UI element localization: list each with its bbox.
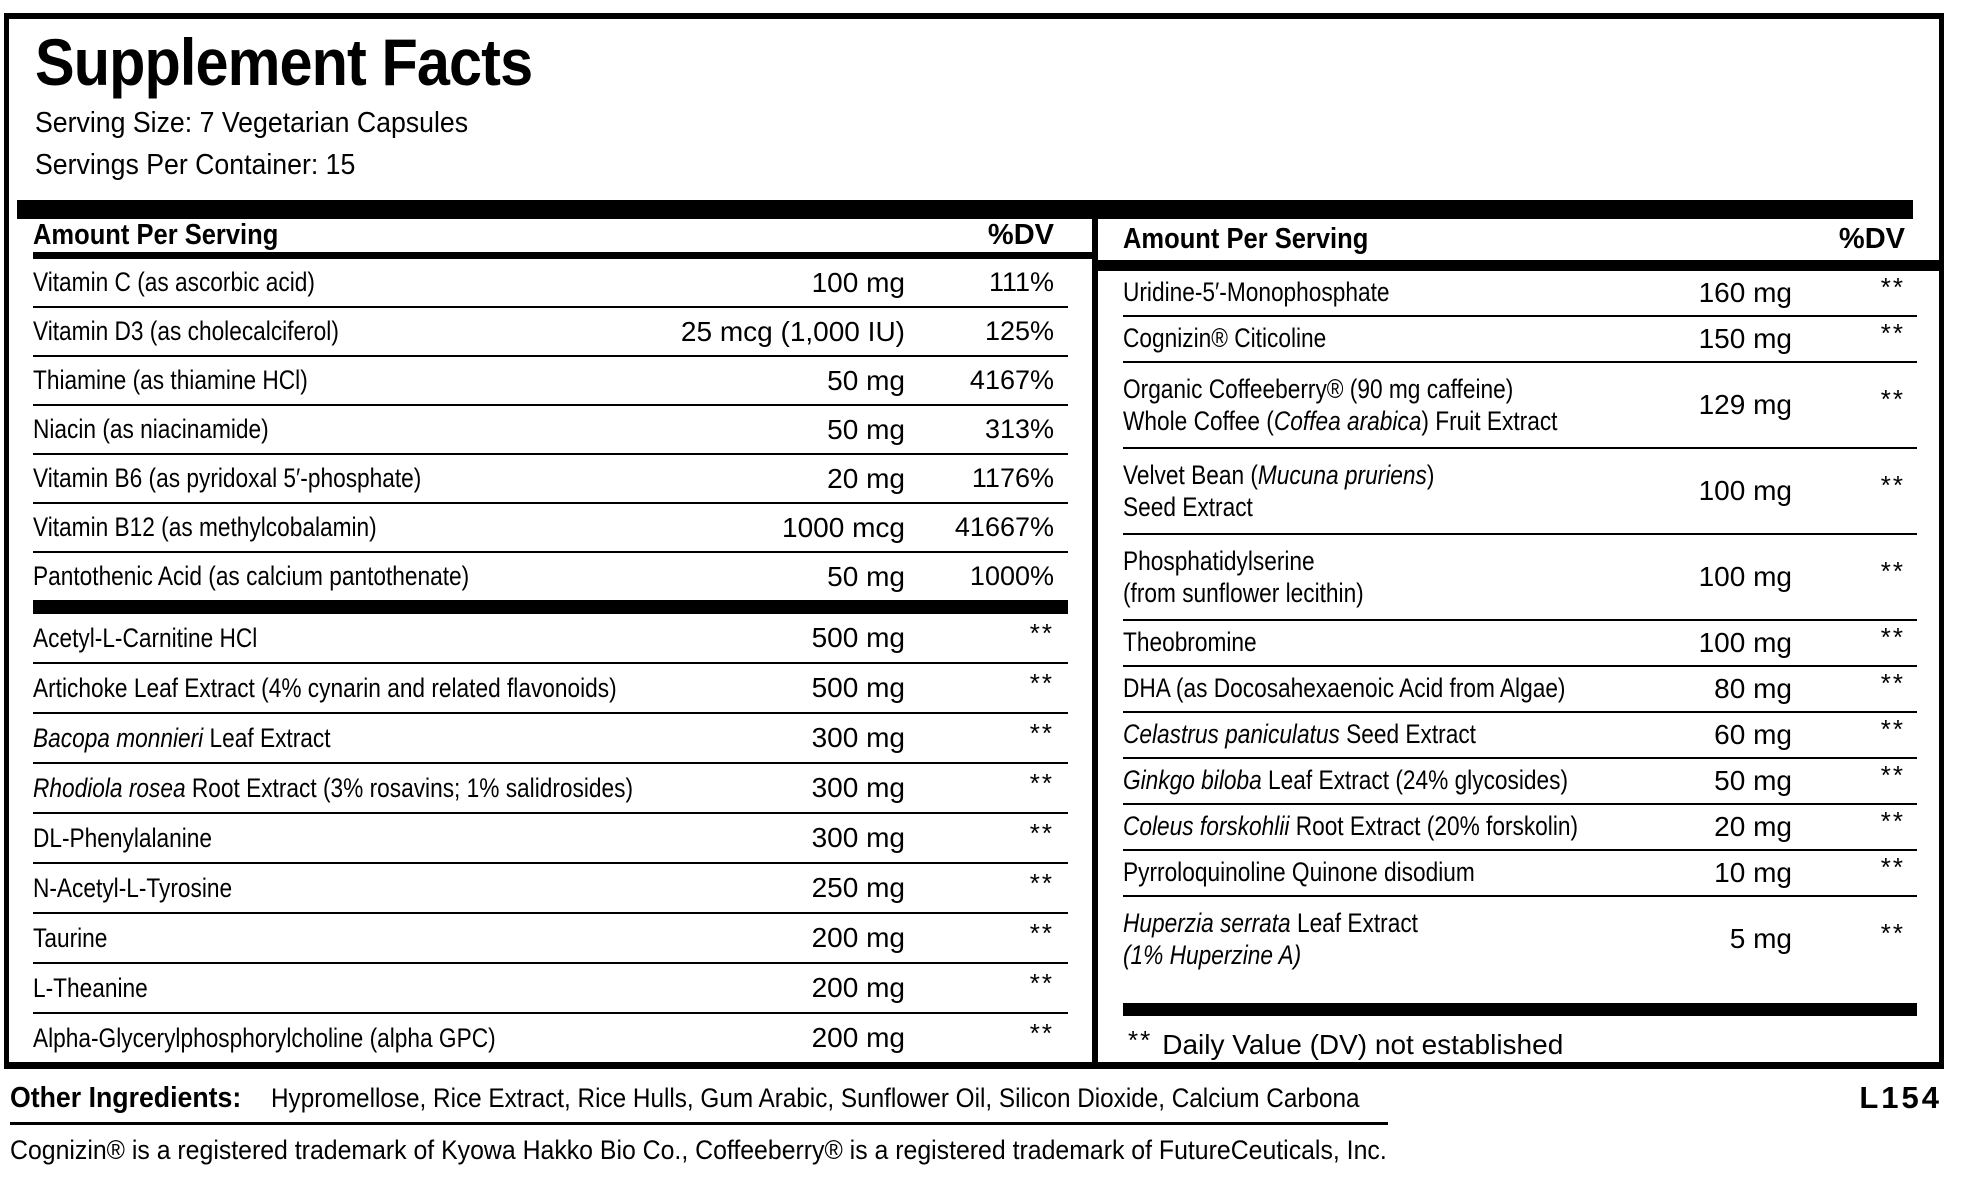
ingredient-row xyxy=(1123,851,1917,897)
ingredient-row xyxy=(1123,363,1917,449)
amount-value: 100 mg xyxy=(1698,560,1792,592)
panel-header xyxy=(9,19,1939,183)
dv-value: ** xyxy=(1880,556,1905,587)
ingredient-name: Bacopa monnieri Leaf Extract xyxy=(33,722,331,753)
supplement-facts-panel xyxy=(4,13,1944,1069)
ingredient-name: Vitamin B12 (as methylcobalamin) xyxy=(33,512,377,542)
left-column xyxy=(9,219,1092,1062)
dv-value: ** xyxy=(1880,470,1905,501)
label-footer xyxy=(10,1078,1944,1166)
dv-value: ** xyxy=(1880,918,1905,949)
dv-value: ** xyxy=(1029,1017,1054,1048)
ingredient-name: Cognizin® Citicoline xyxy=(1123,323,1327,354)
amount-value: 50 mg xyxy=(827,413,905,445)
other-ingredients-line xyxy=(10,1078,1944,1118)
dv-value: 313% xyxy=(984,414,1054,444)
ingredient-row xyxy=(33,455,1068,504)
amount-value: 129 mg xyxy=(1698,388,1792,420)
amount-value: 25 mcg (1,000 IU) xyxy=(680,315,905,347)
ingredient-row xyxy=(1123,535,1917,621)
ingredient-row xyxy=(33,259,1068,308)
ingredient-name: Pantothenic Acid (as calcium pantothenate) xyxy=(33,561,470,591)
footnote-divider-bar xyxy=(1123,1003,1917,1016)
ingredient-row xyxy=(33,764,1068,814)
servings-per-container: Servings Per Container: 15 xyxy=(35,149,356,181)
right-column xyxy=(1098,219,1939,1062)
ingredient-row xyxy=(33,406,1068,455)
ingredient-row xyxy=(1123,759,1917,805)
amount-value: 5 mg xyxy=(1729,922,1792,954)
amount-per-serving-label: Amount Per Serving xyxy=(1123,223,1369,255)
dv-value: 1176% xyxy=(971,463,1054,493)
ingredient-name: Thiamine (as thiamine HCl) xyxy=(33,365,308,395)
ingredient-row xyxy=(33,308,1068,357)
serving-size: Serving Size: 7 Vegetarian Capsules xyxy=(35,107,469,139)
ingredient-name: Acetyl-L-Carnitine HCl xyxy=(33,622,258,653)
amount-value: 250 mg xyxy=(811,872,905,903)
ingredient-name: Niacin (as niacinamide) xyxy=(33,414,269,444)
dv-value: ** xyxy=(1880,668,1905,699)
ingredient-name: DHA (as Docosahexaenoic Acid from Algae) xyxy=(1123,673,1566,704)
ingredient-row xyxy=(33,504,1068,553)
ingredient-name: Rhodiola rosea Root Extract (3% rosavins; 1% salidrosides) xyxy=(33,772,634,803)
amount-per-serving-label: Amount Per Serving xyxy=(33,219,279,251)
dv-value: ** xyxy=(1029,617,1054,648)
ingredient-name: Ginkgo biloba Leaf Extract (24% glycosides) xyxy=(1123,765,1569,796)
ingredient-name: Uridine-5′-Monophosphate xyxy=(1123,277,1390,308)
panel-title: Supplement Facts xyxy=(35,25,533,99)
dv-value: 41667% xyxy=(954,512,1054,542)
amount-value: 80 mg xyxy=(1714,672,1792,704)
ingredient-row xyxy=(33,964,1068,1014)
amount-value: 160 mg xyxy=(1698,276,1792,308)
ingredient-row xyxy=(33,664,1068,714)
ingredient-row xyxy=(1123,805,1917,851)
ingredient-row xyxy=(33,1014,1068,1062)
amount-value: 300 mg xyxy=(811,822,905,853)
dv-value: 1000% xyxy=(969,561,1054,591)
ingredient-name: Coleus forskohlii Root Extract (20% forskolin) xyxy=(1123,811,1579,842)
amount-value: 60 mg xyxy=(1714,718,1792,750)
amount-value: 500 mg xyxy=(811,622,905,653)
ingredient-name: Organic Coffeeberry® (90 mg caffeine) Whole Coffee (Coffea arabica) Fruit Extract xyxy=(1123,373,1558,436)
ingredient-row xyxy=(1123,317,1917,363)
right-ingredient-rows xyxy=(1098,271,1939,981)
header-divider-bar xyxy=(1098,260,1939,271)
facts-columns xyxy=(9,219,1939,1062)
amount-value: 50 mg xyxy=(1714,764,1792,796)
dv-value: ** xyxy=(1880,272,1905,303)
dv-value: ** xyxy=(1880,806,1905,837)
dv-label: %DV xyxy=(1838,223,1905,255)
dv-value: ** xyxy=(1880,714,1905,745)
amount-value: 300 mg xyxy=(811,722,905,753)
other-ingredients-list: Hypromellose, Rice Extract, Rice Hulls, Gum Arabic, Sunflower Oil, Silicon Dioxide, Calcium Carbona xyxy=(270,1083,1360,1113)
ingredient-name: Theobromine xyxy=(1123,627,1257,658)
amount-value: 150 mg xyxy=(1698,322,1792,354)
left-ingredient-rows xyxy=(9,259,1092,1062)
ingredient-row xyxy=(33,553,1068,600)
footer-divider-line xyxy=(10,1122,1388,1125)
dv-label: %DV xyxy=(987,219,1054,251)
amount-value: 100 mg xyxy=(811,266,905,298)
dv-value: ** xyxy=(1029,717,1054,748)
amount-value: 200 mg xyxy=(811,922,905,953)
dv-value: ** xyxy=(1029,667,1054,698)
top-divider-bar xyxy=(17,200,1913,219)
footnote-marker: ** xyxy=(1128,1025,1153,1055)
ingredient-name: Pyrroloquinoline Quinone disodium xyxy=(1123,857,1475,888)
ingredient-name: Huperzia serrata Leaf Extract (1% Huperzine A) xyxy=(1123,907,1418,970)
amount-value: 200 mg xyxy=(811,1022,905,1053)
dv-value: 4167% xyxy=(969,365,1054,395)
ingredient-row xyxy=(1123,897,1917,981)
ingredient-row xyxy=(33,914,1068,964)
ingredient-name: Artichoke Leaf Extract (4% cynarin and related flavonoids) xyxy=(33,672,617,703)
dv-value: ** xyxy=(1880,760,1905,791)
ingredient-row xyxy=(33,357,1068,406)
amount-value: 50 mg xyxy=(827,560,905,592)
ingredient-name: Phosphatidylserine (from sunflower lecithin) xyxy=(1123,545,1364,608)
header-divider-bar xyxy=(33,252,1092,259)
amount-value: 200 mg xyxy=(811,972,905,1003)
amount-value: 20 mg xyxy=(1714,810,1792,842)
ingredient-row xyxy=(33,614,1068,664)
ingredient-name: L-Theanine xyxy=(33,972,148,1003)
ingredient-name: N-Acetyl-L-Tyrosine xyxy=(33,872,233,903)
amount-value: 1000 mcg xyxy=(782,511,905,543)
dv-value: 111% xyxy=(988,267,1054,297)
ingredient-name: Vitamin D3 (as cholecalciferol) xyxy=(33,316,339,346)
dv-value: ** xyxy=(1029,867,1054,898)
ingredient-name: Vitamin C (as ascorbic acid) xyxy=(33,267,315,297)
other-ingredients-label: Other Ingredients: xyxy=(10,1082,242,1114)
amount-value: 10 mg xyxy=(1714,856,1792,888)
ingredient-name: Taurine xyxy=(33,922,108,953)
ingredient-row xyxy=(1123,713,1917,759)
ingredient-name: Alpha-Glycerylphosphorylcholine (alpha GPC) xyxy=(33,1022,496,1053)
right-column-header xyxy=(1098,219,1939,260)
ingredient-row xyxy=(1123,667,1917,713)
ingredient-row xyxy=(1123,621,1917,667)
dv-value: ** xyxy=(1880,852,1905,883)
ingredient-row xyxy=(33,864,1068,914)
dv-value: ** xyxy=(1029,817,1054,848)
dv-value: ** xyxy=(1880,318,1905,349)
amount-value: 50 mg xyxy=(827,364,905,396)
dv-value: 125% xyxy=(984,316,1054,346)
footnote-text: Daily Value (DV) not established xyxy=(1162,1029,1564,1060)
left-column-header xyxy=(9,219,1092,252)
dv-value: ** xyxy=(1029,917,1054,948)
amount-value: 20 mg xyxy=(827,462,905,494)
ingredient-row xyxy=(1123,449,1917,535)
ingredient-name: Vitamin B6 (as pyridoxal 5′-phosphate) xyxy=(33,463,422,493)
ingredient-name: Velvet Bean (Mucuna pruriens) Seed Extract xyxy=(1123,459,1435,522)
ingredient-name: Celastrus paniculatus Seed Extract xyxy=(1123,719,1476,750)
ingredient-row xyxy=(33,814,1068,864)
dv-value: ** xyxy=(1880,622,1905,653)
ingredient-row xyxy=(1123,271,1917,317)
ingredient-name: DL-Phenylalanine xyxy=(33,822,213,853)
amount-value: 100 mg xyxy=(1698,474,1792,506)
section-divider-bar xyxy=(33,600,1068,614)
dv-value: ** xyxy=(1029,967,1054,998)
dv-value: ** xyxy=(1029,767,1054,798)
amount-value: 100 mg xyxy=(1698,626,1792,658)
amount-value: 500 mg xyxy=(811,672,905,703)
ingredient-row xyxy=(33,714,1068,764)
amount-value: 300 mg xyxy=(811,772,905,803)
dv-value: ** xyxy=(1880,384,1905,415)
dv-footnote xyxy=(1128,1025,1939,1062)
trademark-note: Cognizin® is a registered trademark of Kyowa Hakko Bio Co., Coffeeberry® is a registered trademark of FutureCeuticals, Inc. xyxy=(10,1135,1387,1165)
lot-code: L154 xyxy=(1859,1080,1942,1115)
